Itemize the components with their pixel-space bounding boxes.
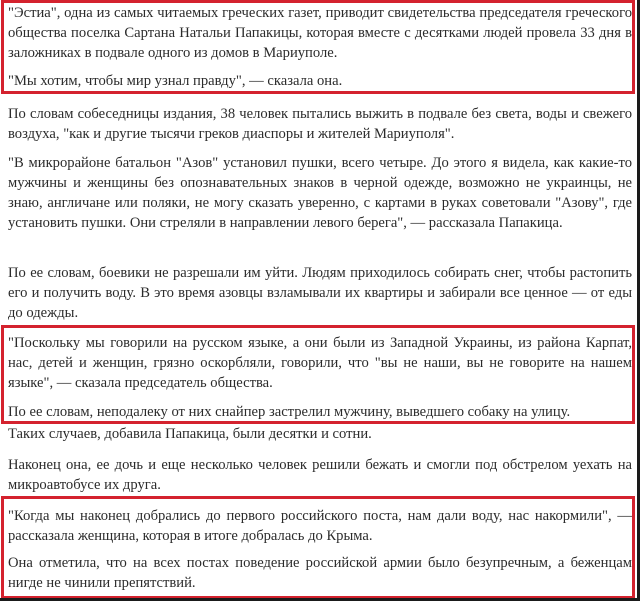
paragraph-4: "В микрорайоне батальон "Азов" установил пушки, всего четыре. До этого я видела, как какие-то мужчины и женщины без опознавательных знаков в черной одежде, возможно не украинцы, не знаю, англичане или поляки, не могу сказать уверенно, с картами в руках советовали "Азову", где установить пушки. Они стреляли в направлении левого берега", — рассказала Папакица. (8, 155, 632, 231)
paragraph-5: По ее словам, боевики не разрешали им уйти. Людям приходилось собирать снег, чтобы растопить его и получить воду. В это время азовцы взламывали их квартиры и забирали все ценное — от еды до одежды. (8, 265, 632, 321)
paragraph-1: "Эстиа", одна из самых читаемых греческих газет, приводит свидетельства председателя греческого общества поселка Сартана Натальи Папакицы, которая вместе с десятками людей провела 33 дня в заложниках в подвале одного из домов в Мариуполе. (8, 5, 632, 61)
paragraph-7: По ее словам, неподалеку от них снайпер застрелил мужчину, выведшего собаку на улицу. (8, 404, 571, 420)
paragraph-11: Она отметила, что на всех постах поведение российской армии было безупречным, а беженцам нигде не чинили препятствий. (8, 555, 632, 591)
paragraph-2: "Мы хотим, чтобы мир узнал правду", — сказала она. (8, 73, 343, 89)
paragraph-8: Таких случаев, добавила Папакица, были десятки и сотни. (8, 426, 372, 442)
highlight-box-top (1, 0, 635, 94)
paragraph-10: "Когда мы наконец добрались до первого российского поста, нам дали воду, нас накормили", — рассказала женщина, которая в итоге добралась до Крыма. (8, 508, 632, 544)
paragraph-3: По словам собеседницы издания, 38 человек пытались выжить в подвале без света, воды и свежего воздуха, "как и другие тысячи греков диаспоры и жителей Мариуполя". (8, 106, 632, 142)
paragraph-6: "Поскольку мы говорили на русском языке, а они были из Западной Украины, из района Карпат, нас, детей и женщин, грязно оскорбляли, говорили, что "вы не наши, вы не говорите на нашем языке", — сказала председатель общества. (8, 335, 632, 391)
highlight-box-middle (1, 325, 635, 424)
paragraph-9: Наконец она, ее дочь и еще несколько человек решили бежать и смогли под обстрелом уехать на микроавтобусе их друга. (8, 457, 632, 493)
highlight-box-bottom (1, 496, 635, 599)
